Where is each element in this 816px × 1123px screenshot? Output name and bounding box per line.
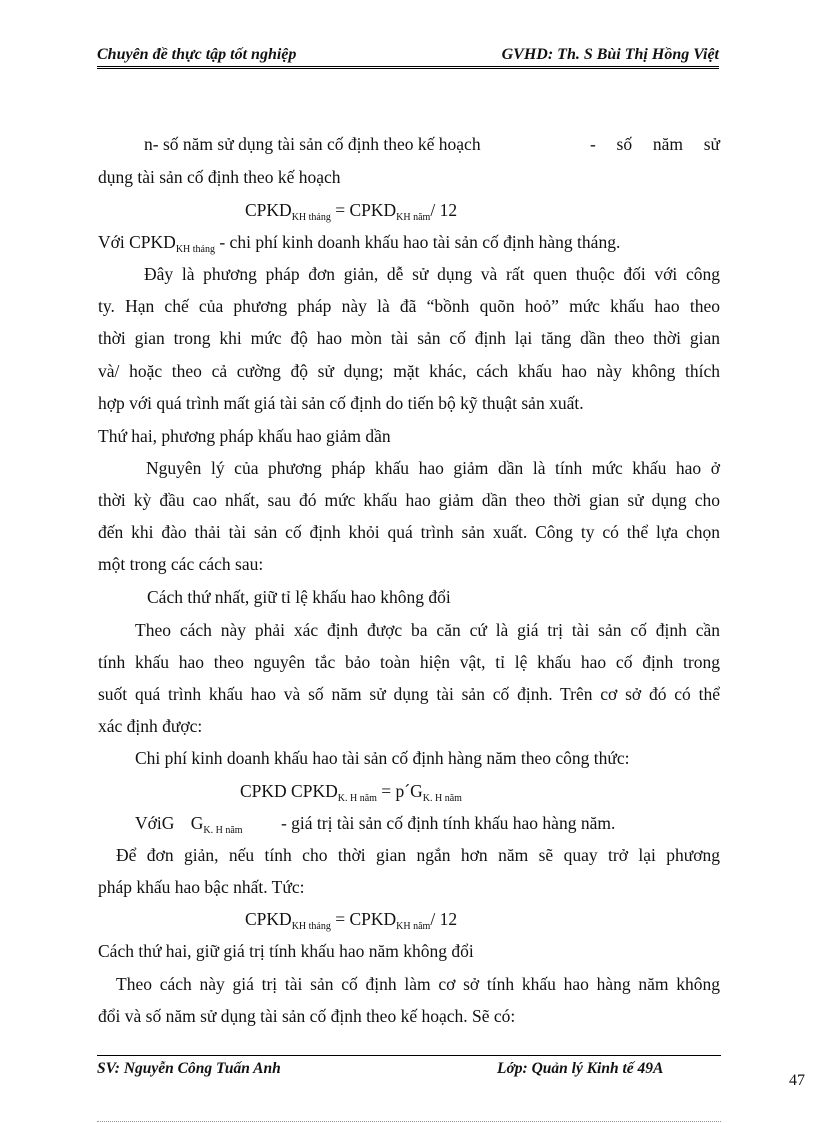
paragraph-line: thời gian trong khi mức độ hao mòn tài sản cố định lại tăng dần theo thời gian <box>98 328 720 348</box>
definition-text: - chi phí kinh doanh khấu hao tài sản cố định hàng tháng. <box>214 232 621 252</box>
paragraph-line: ty. Hạn chế của phương pháp này là đã “bồnh quõn hoỏ” mức khấu hao theo <box>98 296 720 316</box>
text-line: - số năm sử <box>590 134 720 154</box>
formula-text: = CPKD <box>330 909 397 929</box>
definition-text: VớiG <box>135 813 175 833</box>
paragraph-line: một trong các cách sau: <box>98 554 264 574</box>
paragraph-line: và/ hoặc theo cả cường độ sử dụng; mặt khác, cách khấu hao này không thích <box>98 361 720 381</box>
text-line: dụng tài sản cố định theo kế hoạch <box>98 167 341 187</box>
header-left-text: Chuyên đề thực tập tốt nghiệp <box>97 46 297 63</box>
formula-text: = p´G <box>376 781 423 801</box>
definition-text: Với CPKD <box>98 232 176 252</box>
formula-1 <box>245 199 457 229</box>
formula-subscript: K. H năm <box>422 793 462 804</box>
page-number: 47 <box>789 1072 805 1089</box>
section-heading: Cách thứ hai, giữ giá trị tính khấu hao năm không đổi <box>98 941 474 961</box>
formula-text: / 12 <box>430 200 458 220</box>
paragraph-line: hợp với quá trình mất giá tài sản cố định do tiến bộ kỹ thuật sản xuất. <box>98 393 584 413</box>
paragraph-line: thời kỳ đầu cao nhất, sau đó mức khấu hao giảm dần theo thời gian sử dụng cho <box>98 490 720 510</box>
section-heading: Cách thứ nhất, giữ tỉ lệ khấu hao không đổi <box>147 587 451 607</box>
formula-subscript: KH năm <box>396 921 431 932</box>
footer-left-text: SV: Nguyễn Công Tuấn Anh <box>97 1060 281 1077</box>
text-line: Chi phí kinh doanh khấu hao tài sản cố định hàng năm theo công thức: <box>135 748 630 768</box>
paragraph-line: đến khi đào thải tài sản cố định khỏi quá trình sản xuất. Công ty có thể lựa chọn <box>98 522 720 542</box>
definition-subscript: KH tháng <box>175 244 215 255</box>
page-footer <box>97 1055 721 1078</box>
header-right-text: GVHD: Th. S Bùi Thị Hồng Việt <box>501 46 719 63</box>
formula-subscript: KH năm <box>396 212 431 223</box>
definition-text: - giá trị tài sản cố định tính khấu hao hàng năm. <box>280 813 616 833</box>
section-heading: Thứ hai, phương pháp khấu hao giảm dần <box>98 426 391 446</box>
paragraph-line: Theo cách này giá trị tài sản cố định làm cơ sở tính khấu hao hàng năm không <box>116 974 720 994</box>
paragraph-line: xác định được: <box>98 716 203 736</box>
paragraph-line: pháp khấu hao bậc nhất. Tức: <box>98 877 305 897</box>
formula-text: / 12 <box>430 909 458 929</box>
formula-text: CPKD <box>245 200 292 220</box>
paragraph-line: Đây là phương pháp đơn giản, dễ sử dụng và rất quen thuộc đối với công <box>144 264 720 284</box>
definition-line <box>135 812 615 842</box>
text-line: n- số năm sử dụng tài sản cố định theo kế hoạch <box>144 134 481 154</box>
paragraph-line: Nguyên lý của phương pháp khấu hao giảm dần là tính mức khấu hao ở <box>146 458 720 478</box>
paragraph-line: suốt quá trình khấu hao và số năm sử dụng tài sản cố định. Trên cơ sở đó có thể <box>98 684 720 704</box>
formula-subscript: KH tháng <box>291 212 331 223</box>
formula-2 <box>240 780 462 810</box>
definition-subscript: K. H năm <box>203 825 243 836</box>
formula-text: CPKD CPKD <box>240 781 338 801</box>
formula-text: = CPKD <box>330 200 397 220</box>
formula-subscript: K. H năm <box>337 793 377 804</box>
paragraph-line: Theo cách này phải xác định được ba căn cứ là giá trị tài sản cố định cần <box>135 620 720 640</box>
formula-3 <box>245 908 457 938</box>
footer-right-text: Lớp: Quản lý Kinh tế 49A <box>497 1060 664 1077</box>
paragraph-line: đổi và số năm sử dụng tài sản cố định theo kế hoạch. Sẽ có: <box>98 1006 516 1026</box>
page-bottom-border <box>97 1121 721 1122</box>
formula-text: CPKD <box>245 909 292 929</box>
definition-line <box>98 231 620 261</box>
formula-subscript: KH tháng <box>291 921 331 932</box>
page-header <box>97 44 719 69</box>
definition-text: G <box>190 813 204 833</box>
paragraph-line: Để đơn giản, nếu tính cho thời gian ngắn hơn năm sẽ quay trở lại phương <box>116 845 720 865</box>
paragraph-line: tính khấu hao theo nguyên tắc bảo toàn hiện vật, tỉ lệ khấu hao cố định trong <box>98 652 720 672</box>
